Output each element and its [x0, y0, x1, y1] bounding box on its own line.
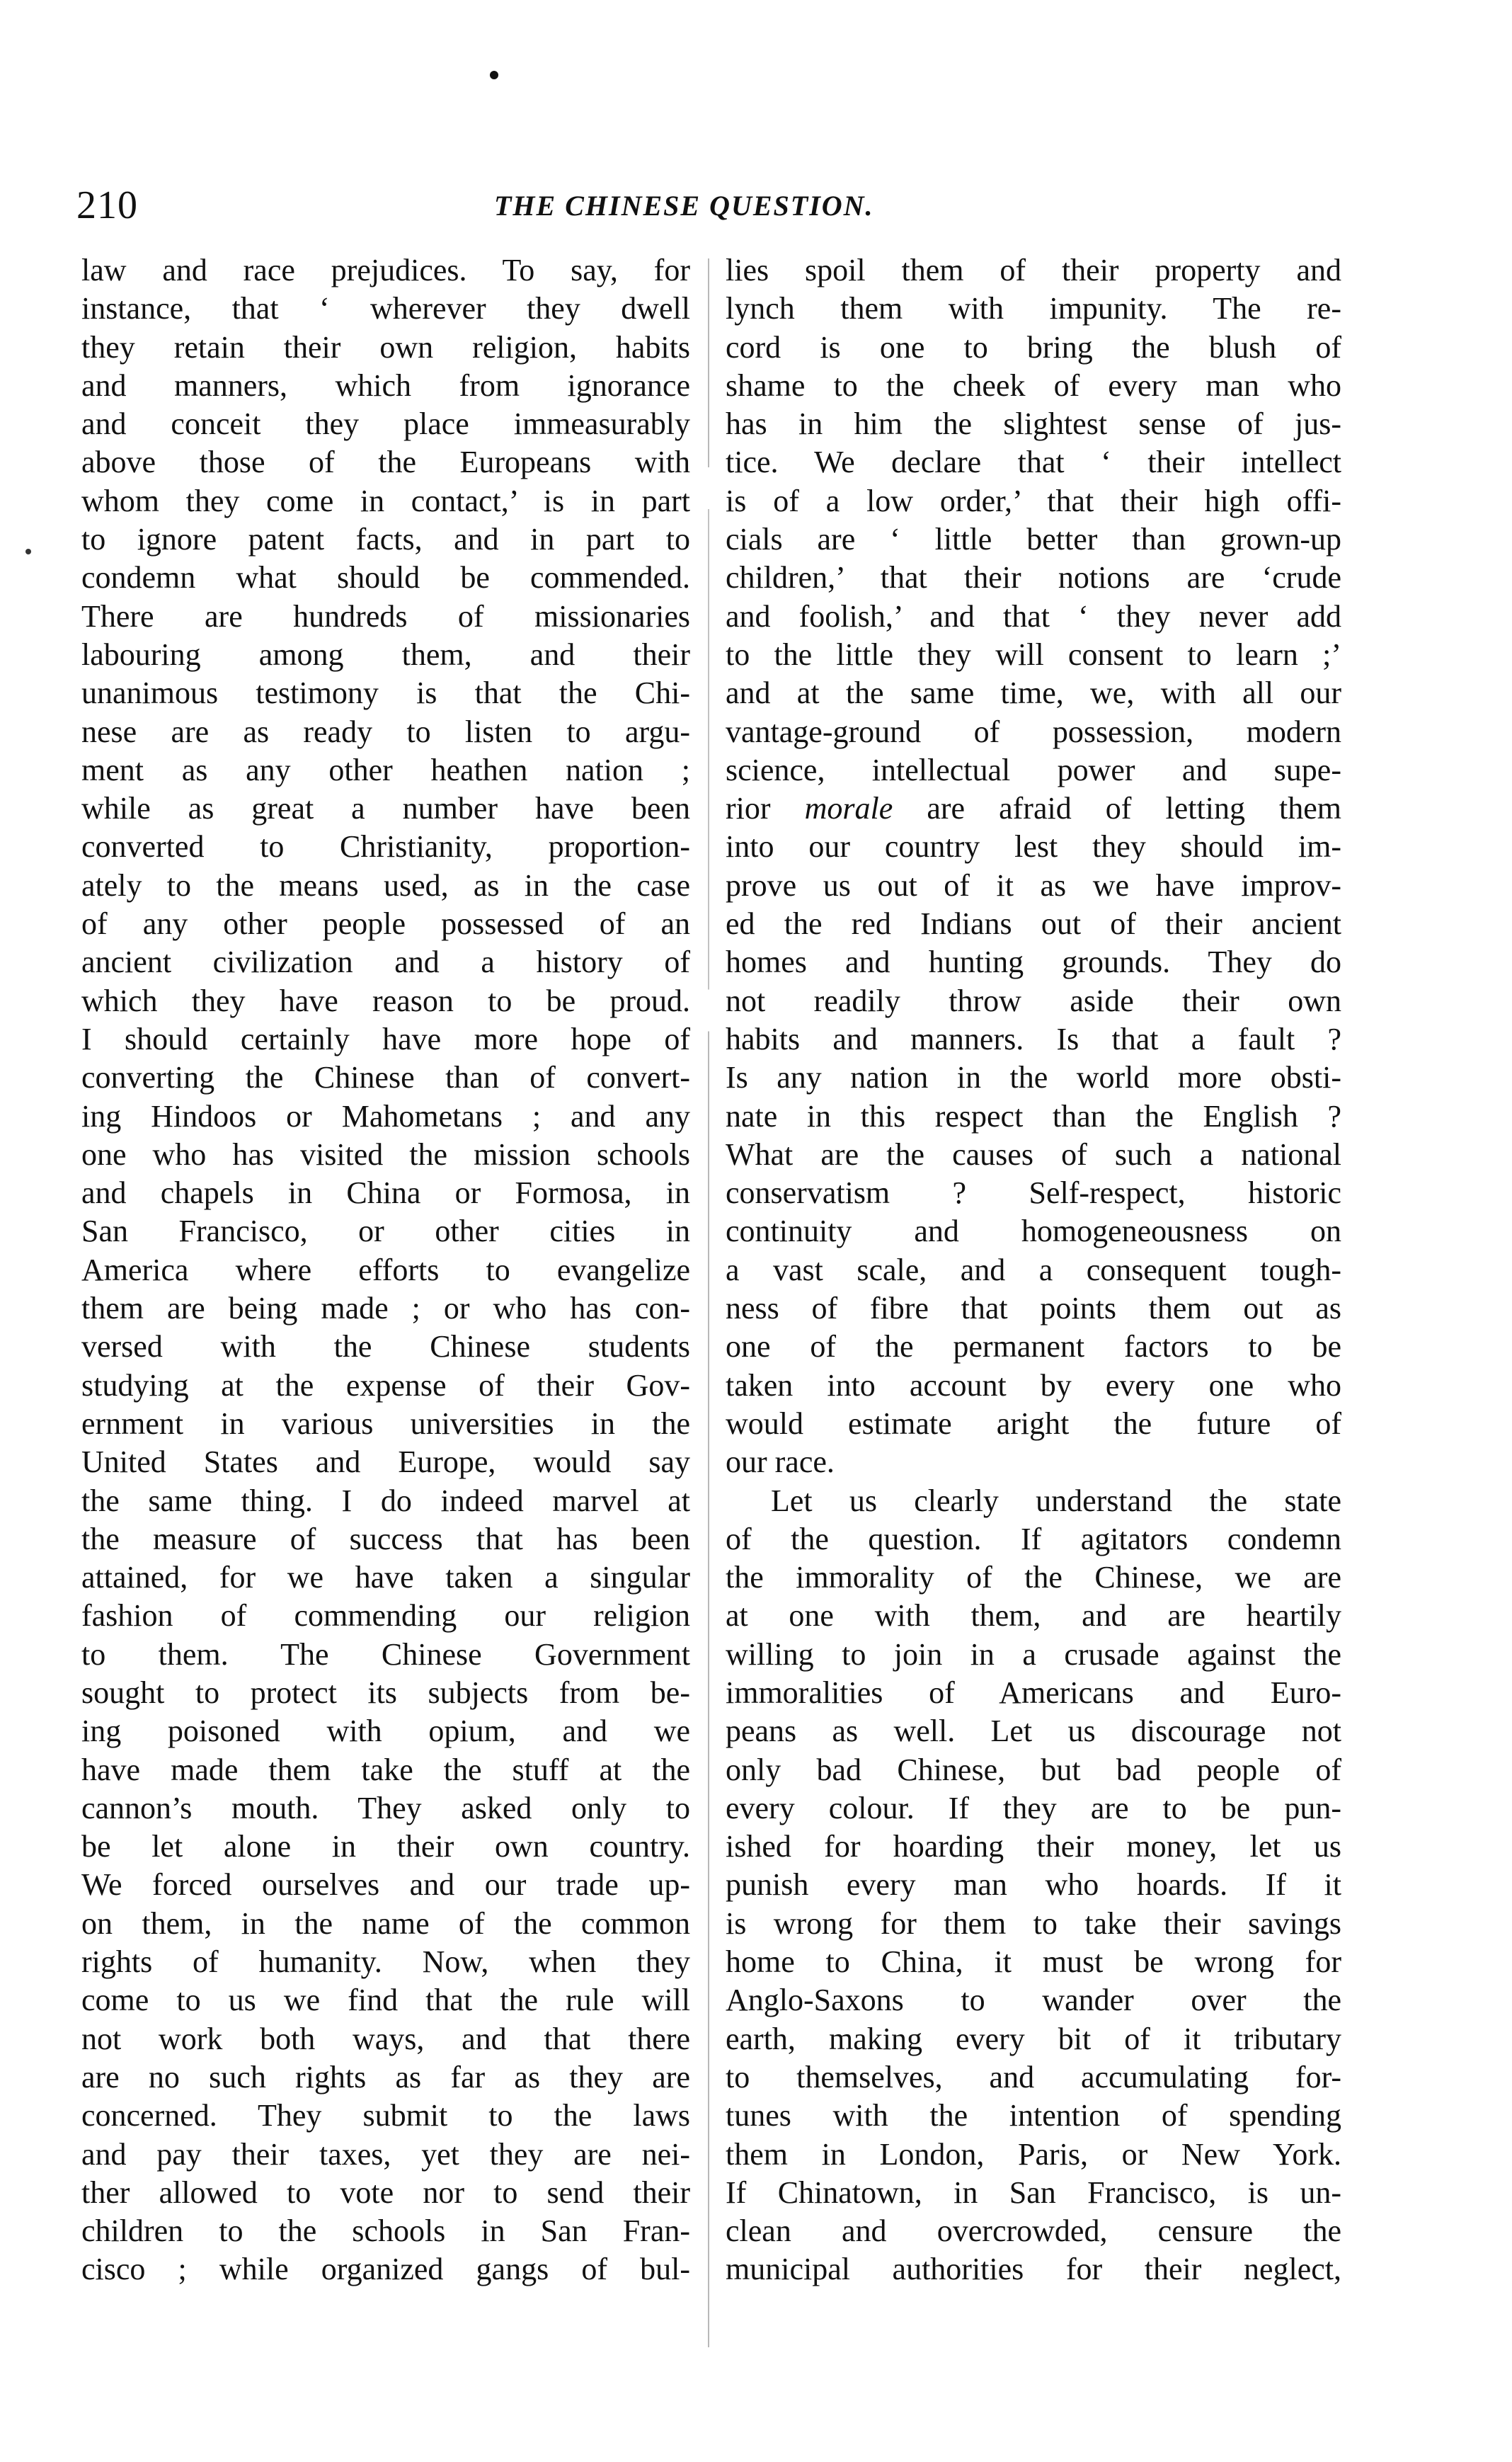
text-line: nate in this respect than the English ?	[726, 1098, 1341, 1134]
text-line: tunes with the intention of spending	[726, 2098, 1341, 2133]
text-line: attained, for we have taken a singular	[81, 1560, 690, 1595]
text-line: condemn what should be commended.	[81, 560, 690, 595]
text-line: and pay their taxes, yet they are nei-	[81, 2136, 690, 2172]
text-line: ing poisoned with opium, and we	[81, 1714, 690, 1749]
text-line: ed the red Indians out of their ancient	[726, 906, 1341, 942]
running-title: THE CHINESE QUESTION.	[494, 190, 874, 222]
column-divider	[708, 258, 709, 2347]
text-line: punish every man who hoards. If it	[726, 1867, 1341, 1903]
text-line: ancient civilization and a history of	[81, 945, 690, 980]
text-line: willing to join in a crusade against the	[726, 1636, 1341, 1672]
text-line: conservatism ? Self-respect, historic	[726, 1175, 1341, 1211]
text-line: and chapels in China or Formosa, in	[81, 1175, 690, 1211]
text-line: and conceit they place immeasurably	[81, 406, 690, 442]
margin-mark	[25, 549, 31, 554]
text-line: is of a low order,’ that their high offi-	[726, 483, 1341, 518]
left-column	[81, 251, 690, 2289]
text-line: United States and Europe, would say	[81, 1444, 690, 1480]
text-line: fashion of commending our religion	[81, 1598, 690, 1634]
italic-word: morale	[804, 791, 893, 826]
text-line: has in him the slightest sense of jus-	[726, 406, 1341, 442]
text-line: We forced ourselves and our trade up-	[81, 1867, 690, 1903]
text-line: If Chinatown, in San Francisco, is un-	[726, 2175, 1341, 2210]
text-line: to the little they will consent to learn ;’	[726, 637, 1341, 672]
text-line: have made them take the stuff at the	[81, 1752, 690, 1787]
text-line: of the question. If agitators condemn	[726, 1521, 1341, 1556]
text-line: versed with the Chinese students	[81, 1329, 690, 1364]
text-line: labouring among them, and their	[81, 637, 690, 672]
text-line: prove us out of it as we have improv-	[726, 867, 1341, 903]
text-line: immoralities of Americans and Euro-	[726, 1675, 1341, 1710]
text-line: municipal authorities for their neglect,	[726, 2252, 1341, 2287]
text-line: one of the permanent factors to be	[726, 1329, 1341, 1364]
text-line: ernment in various universities in the	[81, 1406, 690, 1441]
text-line: earth, making every bit of it tributary	[726, 2021, 1341, 2056]
text-line: of any other people possessed of an	[81, 906, 690, 942]
text-line: children to the schools in San Fran-	[81, 2213, 690, 2249]
text-line: above those of the Europeans with	[81, 445, 690, 480]
text-line: they retain their own religion, habits	[81, 329, 690, 365]
text-line: nese are as ready to listen to argu-	[81, 714, 690, 749]
text-line: lynch them with impunity. The re-	[726, 291, 1341, 326]
text-line: one who has visited the mission schools	[81, 1136, 690, 1172]
text-line: which they have reason to be proud.	[81, 983, 690, 1018]
text-line: cord is one to bring the blush of	[726, 329, 1341, 365]
text-line: habits and manners. Is that a fault ?	[726, 1021, 1341, 1056]
text-line: ther allowed to vote nor to send their	[81, 2175, 690, 2210]
text-line: rights of humanity. Now, when they	[81, 1944, 690, 1980]
text-line: at one with them, and are heartily	[726, 1598, 1341, 1634]
text-line: our race.	[726, 1444, 835, 1480]
page-header	[76, 181, 1336, 230]
text-line: law and race prejudices. To say, for	[81, 253, 690, 287]
text-line: not work both ways, and that there	[81, 2021, 690, 2056]
text-line: the same thing. I do indeed marvel at	[81, 1483, 690, 1518]
text-line: America where efforts to evangelize	[81, 1252, 690, 1287]
text-line: cisco ; while organized gangs of bul-	[81, 2252, 690, 2287]
text-line: home to China, it must be wrong for	[726, 1944, 1341, 1980]
text-line: unanimous testimony is that the Chi-	[81, 676, 690, 711]
text-line: ished for hoarding their money, let us	[726, 1829, 1341, 1864]
text-line: lies spoil them of their property and	[726, 253, 1341, 287]
text-line: the immorality of the Chinese, we are	[726, 1560, 1341, 1595]
text-line: ment as any other heathen nation ;	[81, 752, 690, 787]
text-line: are no such rights as far as they are	[81, 2059, 690, 2095]
text-line: cannon’s mouth. They asked only to	[81, 1790, 690, 1825]
text-line: studying at the expense of their Gov-	[81, 1367, 690, 1403]
text-line: peans as well. Let us discourage not	[726, 1714, 1341, 1749]
text-line: to themselves, and accumulating for-	[726, 2059, 1341, 2095]
text-line: on them, in the name of the common	[81, 1905, 690, 1941]
page-number: 210	[76, 183, 138, 227]
text-line: into our country lest they should im-	[726, 829, 1341, 865]
text-line: is wrong for them to take their savings	[726, 1905, 1341, 1941]
text-line: them in London, Paris, or New York.	[726, 2136, 1341, 2172]
text-line: not readily throw aside their own	[726, 983, 1341, 1018]
text-line: homes and hunting grounds. They do	[726, 945, 1341, 980]
text-line: ness of fibre that points them out as	[726, 1291, 1341, 1326]
text-line: cials are ‘ little better than grown-up	[726, 522, 1341, 557]
text-line: Is any nation in the world more obsti-	[726, 1060, 1341, 1095]
text-line: to them. The Chinese Government	[81, 1636, 690, 1672]
text-line: be let alone in their own country.	[81, 1829, 690, 1864]
text-line: only bad Chinese, but bad people of	[726, 1752, 1341, 1787]
text-line: them are being made ; or who has con-	[81, 1291, 690, 1326]
text-line: to ignore patent facts, and in part to	[81, 522, 690, 557]
text-line: ately to the means used, as in the case	[81, 867, 690, 903]
text-line: and foolish,’ and that ‘ they never add	[726, 598, 1341, 634]
text-line: instance, that ‘ wherever they dwell	[81, 291, 690, 326]
text-line: Anglo-Saxons to wander over the	[726, 1983, 1341, 2018]
text-line: rior morale are afraid of letting them	[726, 791, 1342, 826]
text-line: continuity and homogeneousness on	[726, 1214, 1341, 1249]
text-line: converted to Christianity, proportion-	[81, 829, 690, 865]
text-line: every colour. If they are to be pun-	[726, 1790, 1341, 1825]
text-line: converting the Chinese than of convert-	[81, 1060, 690, 1095]
text-line: while as great a number have been	[81, 791, 690, 826]
text-line: tice. We declare that ‘ their intellect	[726, 445, 1341, 480]
text-line: whom they come in contact,’ is in part	[81, 483, 690, 518]
text-line: would estimate aright the future of	[726, 1406, 1341, 1441]
text-line: concerned. They submit to the laws	[81, 2098, 690, 2133]
right-column	[726, 251, 1341, 2289]
text-line: clean and overcrowded, censure the	[726, 2213, 1341, 2249]
ink-dot	[490, 71, 498, 79]
text-line: sought to protect its subjects from be-	[81, 1675, 690, 1710]
text-line: children,’ that their notions are ‘crude	[726, 560, 1341, 595]
text-line: and at the same time, we, with all our	[726, 676, 1341, 711]
text-line: a vast scale, and a consequent tough-	[726, 1252, 1341, 1287]
text-line: ing Hindoos or Mahometans ; and any	[81, 1098, 690, 1134]
text-line: shame to the cheek of every man who	[726, 367, 1341, 403]
text-line: I should certainly have more hope of	[81, 1021, 690, 1056]
text-line: vantage-ground of possession, modern	[726, 714, 1341, 749]
text-line: What are the causes of such a national	[726, 1136, 1341, 1172]
text-line: come to us we find that the rule will	[81, 1983, 690, 2018]
text-line: Let us clearly understand the state	[771, 1483, 1341, 1518]
text-line: San Francisco, or other cities in	[81, 1214, 690, 1249]
text-line: taken into account by every one who	[726, 1367, 1341, 1403]
text-line: and manners, which from ignorance	[81, 367, 690, 403]
text-line: There are hundreds of missionaries	[81, 598, 690, 634]
text-line: the measure of success that has been	[81, 1521, 690, 1556]
text-line: science, intellectual power and supe-	[726, 752, 1341, 787]
